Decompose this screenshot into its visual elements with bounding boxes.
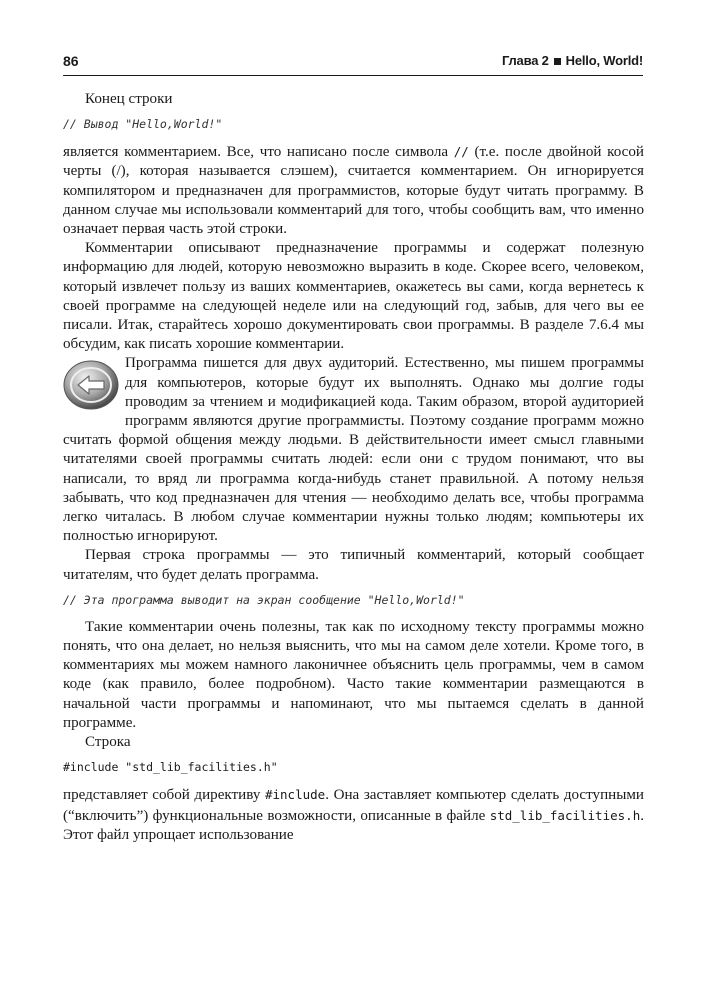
paragraph-comment-purpose: Комментарии описывают предназначение программы и содержат полезную информацию для людей, которую невозможно выразить в коде. Скорее всего, человеком, который извлечет пользу из ваших комментариев, окажетесь вы сами, когда вернетесь к своей программе на следующей неделе или на следующий год, забыв, для чего вы ее писали. Итак, старайтесь хорошо документировать свои программы. В разделе 7.6.4 мы обсудим, как писать хорошие комментарии. — [63, 240, 644, 353]
inline-code: // — [453, 144, 469, 160]
back-arrow-icon — [61, 356, 121, 414]
chapter-label: Глава 2 — [501, 53, 549, 68]
code-include: #include "std_lib_facilities.h" — [63, 760, 278, 775]
square-separator-icon — [554, 58, 561, 65]
chapter-title: Hello, World! — [565, 53, 643, 68]
paragraph-first-line: Первая строка программы — это типичный комментарий, который сообщает читателям, что будет делать программа. — [63, 547, 644, 583]
paragraph-comment-explanation — [63, 142, 644, 239]
code-comment-output: // Вывод "Hello,World!" — [63, 117, 223, 132]
inline-code: #include — [264, 787, 326, 803]
paragraph-two-audiences: Программа пишется для двух аудиторий. Естественно, мы пишем программы для компьютеров, которые будут их выполнять. Однако мы долгие годы проводим за чтением и модификацией кода. Таким образом, второй аудиторией программ являются другие программисты. Поэтому создание программ можно считать формой общения между людьми. В действительности имеет смысл главными читателями своей программы считать людей: если они с трудом понимают, что вы написали, то вряд ли программа когда-нибудь станет правильной. А потому нельзя забывать, что код предназначен для чтения — необходимо делать все, чтобы программа легко читалась. В любом случае комментарии нужны только людям; компьютеры их полностью игнорируют. — [63, 355, 644, 545]
paragraph-text: . Этот файл упрощает использование — [63, 807, 644, 843]
paragraph-text: является комментарием. Все, что написано после символа — [63, 144, 449, 161]
inline-code-filename: std_lib_facilities.h — [489, 807, 641, 823]
paragraph-include-directive — [63, 785, 644, 845]
tip-block — [63, 354, 644, 546]
code-comment-program: // Эта программа выводит на экран сообщение "Hello,World!" — [63, 592, 465, 607]
paragraph-comments-useful: Такие комментарии очень полезны, так как по исходному тексту программы можно понять, что она делает, но нельзя выяснить, что мы на самом деле хотели. Кроме того, в комментариях мы можем намного лаконичнее объяснить цель программы, чем в самом коде (как правило, более подробном). Часто такие комментарии размещаются в начальной части программы и напоминают, что мы пытаемся сделать в данной программе. — [63, 618, 644, 731]
paragraph-text: . Она заставляет компьютер сделать доступными (“включить”) функциональные возможности, описанные в файле — [63, 787, 644, 824]
heading-end-of-line: Конец строки — [85, 91, 173, 107]
page-number: 86 — [63, 53, 79, 69]
chapter-heading — [502, 53, 643, 68]
paragraph-text: (т.е. после двойной косой черты (/), которая называется слэшем), считается комментарием. Он игнорируется компилятором и предназначен для программистов, которые будут читать программу. В данном случае мы использовали комментарий для того, чтобы сообщить вам, что именно означает первая часть этой строки. — [63, 144, 644, 238]
paragraph-text: представляет собой директиву — [63, 787, 261, 804]
running-header — [63, 53, 643, 76]
body-text — [63, 90, 644, 845]
heading-line: Строка — [85, 734, 131, 751]
